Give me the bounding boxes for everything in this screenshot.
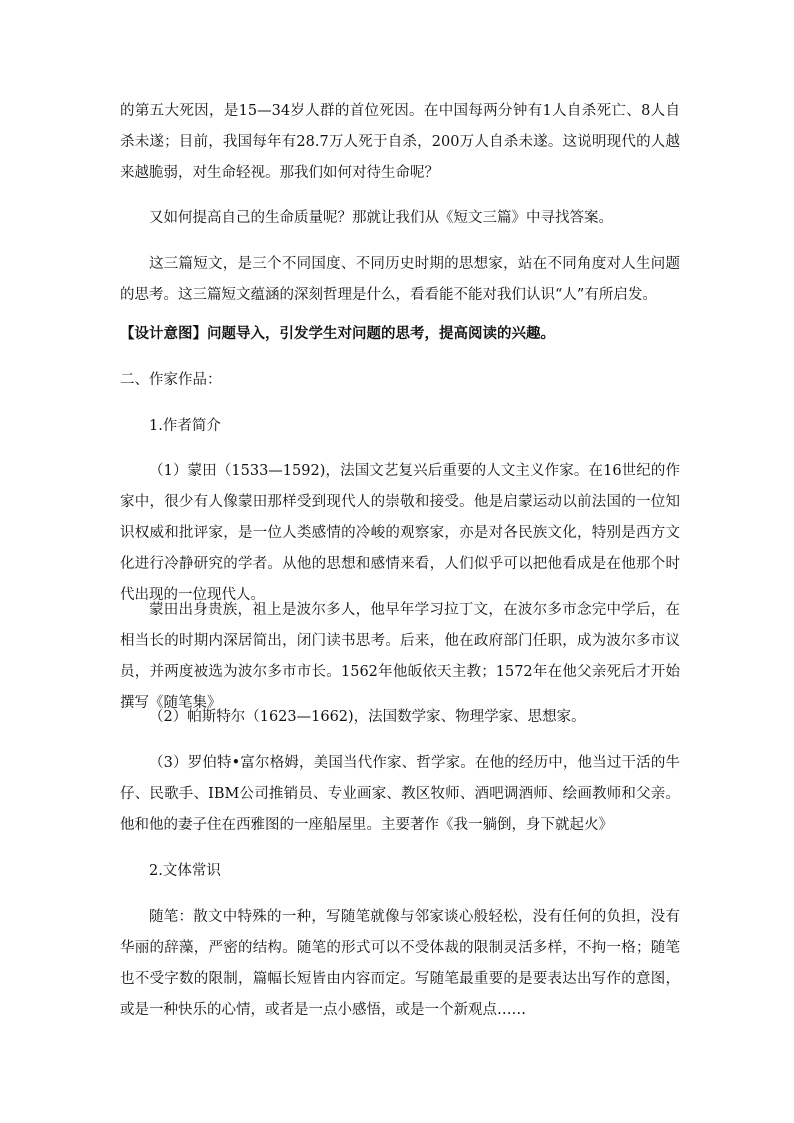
subheading-genre-knowledge: 2.文体常识: [149, 863, 221, 879]
subheading-author-intro: 1.作者简介: [149, 418, 221, 434]
paragraph-montaigne-intro: （1）蒙田（1533—1592)，法国文艺复兴后重要的人文主义作家。在16世纪的作家中，很少有人像蒙田那样受到现代人的崇敬和接受。他是启蒙运动以前法国的一位知识权威和批评家，是一位人类感情的冷峻的观察家，亦是对各民族文化，特别是西方文化进行冷静研究的学者。从他的思想和感情来看，人们似乎可以把他看成是在他那个时代出现的一位现代人。: [120, 463, 680, 603]
paragraph-montaigne-biography: 蒙田出身贵族，祖上是波尔多人，他早年学习拉丁文，在波尔多市念完中学后，在相当长的时期内深居简出，闭门读书思考。后来，他在政府部门任职，成为波尔多市议员，并两度被选为波尔多市市长。1562年他皈依天主教；1572年在他父亲死后才开始撰写《随笔集》: [120, 602, 680, 711]
paragraph-design-intent: 【设计意图】问题导入，引发学生对问题的思考，提高阅读的兴趣。: [120, 325, 555, 342]
section-heading-authors-works: 二、作家作品：: [120, 372, 222, 388]
paragraph-essay-genre: 随笔：散文中特殊的一种，写随笔就像与邻家谈心般轻松，没有任何的负担，没有华丽的辞藻，严密的结构。随笔的形式可以不受体裁的限制灵活多样，不拘一格；随笔也不受字数的限制，篇幅长短皆由内容而定。写随笔最重要的是要表达出写作的意图，或是一种快乐的心情，或者是一点小感悟，或是一个新观点……: [120, 909, 680, 1018]
paragraph-fulghum-intro: （3）罗伯特•富尔格姆，美国当代作家、哲学家。在他的经历中，他当过干活的牛仔、民歌手、IBM公司推销员、专业画家、教区牧师、酒吧调酒师、绘画教师和父亲。他和他的妻子住在西雅图的一座船屋里。主要著作《我一躺倒，身下就起火》: [120, 755, 680, 833]
paragraph-suicide-statistics: 的第五大死因，是15—34岁人群的首位死因。在中国每两分钟有1人自杀死亡、8人自杀未遂；目前，我国每年有28.7万人死于自杀，200万人自杀未遂。这说明现代的人越来越脆弱，对生命轻视。那我们如何对待生命呢？: [120, 103, 680, 181]
paragraph-life-quality-question: 又如何提高自己的生命质量呢？那就让我们从《短文三篇》中寻找答案。: [149, 210, 613, 226]
paragraph-three-essays-intro: 这三篇短文，是三个不同国度、不同历史时期的思想家，站在不同角度对人生问题的思考。这三篇短文蕴涵的深刻哲理是什么，看看能不能对我们认识“人”有所启发。: [120, 256, 680, 303]
paragraph-pascal-intro: （2）帕斯特尔（1623—1662)，法国数学家、物理学家、思想家。: [149, 709, 586, 725]
